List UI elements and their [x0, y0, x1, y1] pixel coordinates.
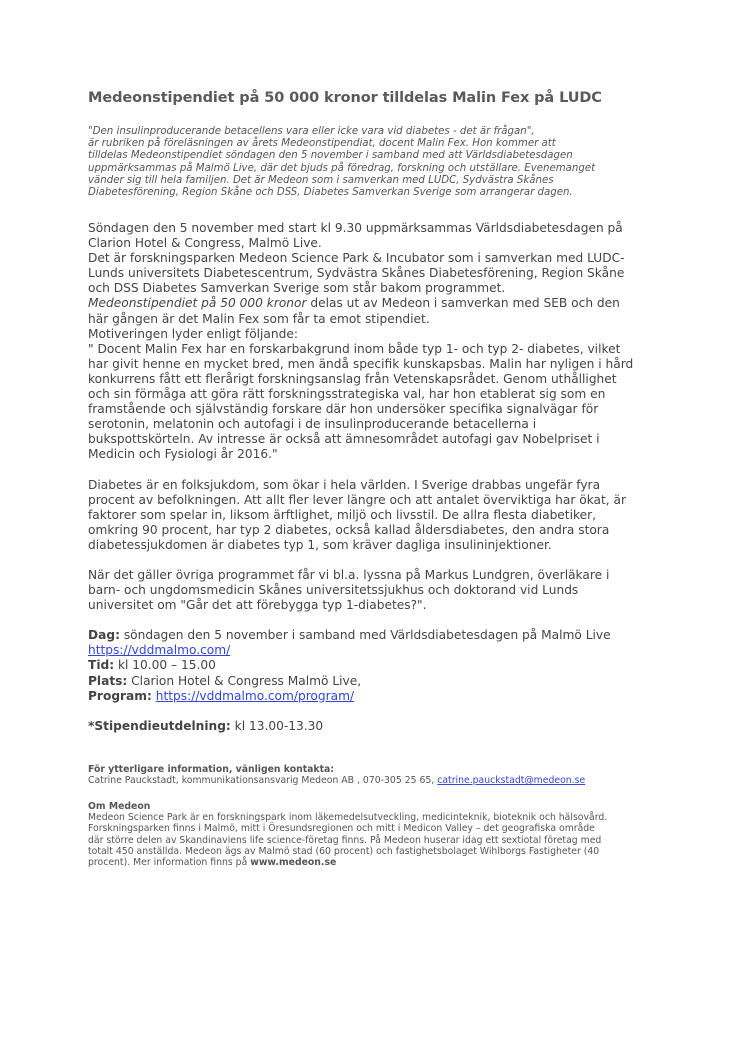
body-line: procent av befolkningen. Att allt fler lever längre och att antalet överviktiga har ökat, är — [88, 492, 627, 507]
body-line: universitet om "Går det att förebygga typ 1-diabetes?". — [88, 598, 427, 613]
quote-line: och sin förmåga att göra rätt forskningsstrategiska val, har hon etablerat sig som en — [88, 387, 606, 402]
body-line: Diabetes är en folksjukdom, som ökar i hela världen. I Sverige drabbas ungefär fyra — [88, 477, 601, 492]
about-line: där större delen av Skandinaviens life science-företag finns. På Medeon huserar idag ett sextiotal företag med — [88, 834, 602, 846]
body-line: diabetessjukdomen är diabetes typ 1, som kräver dagliga insulininjektioner. — [88, 537, 552, 552]
about-line: Forskningsparken finns i Malmö, mitt i Öresundsregionen och mitt i Medicon Valley – det geografiska område — [88, 823, 595, 835]
program-link[interactable]: https://vddmalmo.com/program/ — [155, 688, 355, 703]
time-value: kl 10.00 – 15.00 — [114, 658, 216, 673]
quote-line: serotonin, melatonin och autofagi i de insulinproducerande betacellerna i — [88, 417, 537, 432]
about-last-text: procent). Mer information finns på — [88, 857, 251, 869]
program-paragraph — [88, 568, 654, 613]
contact-section — [88, 764, 654, 786]
day-value: söndagen den 5 november i samband med Världsdiabetesdagen på Malmö Live — [119, 628, 611, 643]
lead-paragraph — [88, 126, 654, 199]
website-link[interactable]: www.medeon.se — [250, 857, 337, 869]
event-place — [88, 674, 654, 689]
about-line: totalt 450 anställda. Medeon ägs av Malmö stad (60 procent) och fastighetsbolaget Wihlborgs Fastigheter (40 — [88, 845, 600, 857]
body-line: Clarion Hotel & Congress, Malmö Live. — [88, 236, 322, 251]
event-day — [88, 628, 654, 643]
stipend-ceremony-label: *Stipendieutdelning: — [88, 718, 231, 733]
place-label: Plats: — [88, 673, 128, 688]
document-title: Medeonstipendiet på 50 000 kronor tilldelas Malin Fex på LUDC — [88, 90, 602, 106]
time-label: Tid: — [88, 658, 115, 673]
day-label: Dag: — [88, 628, 120, 643]
lead-line: "Den insulinproducerande betacellens vara eller icke vara vid diabetes - det är frågan", — [88, 126, 535, 137]
place-value: Clarion Hotel & Congress Malmö Live, — [127, 673, 362, 688]
about-heading: Om Medeon — [88, 801, 151, 812]
lead-line: tilldelas Medeonstipendiet söndagen den 5 november i samband med att Världsdiabetesdagen — [88, 150, 573, 162]
quote-line: " Docent Malin Fex har en forskarbakgrund inom både typ 1- och typ 2- diabetes, vilket — [88, 341, 621, 356]
intro-paragraph — [88, 221, 654, 342]
quote-line: Medicin och Fysiologi år 2016." — [88, 447, 278, 462]
body-line: här gången är det Malin Fex som får ta emot stipendiet. — [88, 311, 430, 326]
body-line: Söndagen den 5 november med start kl 9.30 uppmärksammas Världsdiabetesdagen på — [88, 221, 623, 235]
body-line: omkring 90 procent, har typ 2 diabetes, också kallad åldersdiabetes, den andra stora — [88, 522, 610, 537]
contact-email-link[interactable]: catrine.pauckstadt@medeon.se — [437, 775, 586, 787]
body-line: Det är forskningsparken Medeon Science Park & Incubator som i samverkan med LUDC- — [88, 251, 625, 266]
body-line: När det gäller övriga programmet får vi bl.a. lyssna på Markus Lundgren, överläkare i — [88, 567, 610, 582]
body-line: faktorer som spelar in, liksom ärftlighet, miljö och livsstil. De allra flesta diabetiker, — [88, 507, 596, 522]
stipend-text: delas ut av Medeon i samverkan med SEB och den — [306, 296, 620, 311]
body-text — [88, 221, 654, 734]
event-program — [88, 689, 654, 704]
vddmalmo-link[interactable]: https://vddmalmo.com/ — [88, 643, 231, 658]
about-section — [88, 801, 654, 868]
lead-line: vänder sig till hela familjen. Det är Medeon som i samverkan med LUDC, Sydvästra Skånes — [88, 174, 554, 186]
quote-line: framstående och självständig forskare där hon undersöker specifika signalvägar för — [88, 402, 599, 417]
quote-line: konkurrens fått ett flerårigt forskningsanslag från Vetenskapsrådet. Genom uthållighet — [88, 371, 617, 386]
about-line: Medeon Science Park är en forskningspark inom läkemedelsutveckling, medicinteknik, bioteknik och hälsovård. — [88, 812, 608, 824]
lead-line: Diabetesförening, Region Skåne och DSS, Diabetes Samverkan Sverige som arrangerar dagen. — [88, 187, 573, 199]
lead-line: uppmärksammas på Malmö Live, där det bjuds på föredrag, forskning och utställare. Evenemanget — [88, 162, 596, 174]
body-line — [88, 296, 654, 311]
body-line: barn- och ungdomsmedicin Skånes universitetssjukhus och doktorand vid Lunds — [88, 583, 579, 598]
diabetes-paragraph — [88, 478, 654, 553]
stipend-name: Medeonstipendiet på 50 000 kronor — [88, 296, 307, 311]
stipend-ceremony-time: kl 13.00-13.30 — [230, 718, 324, 733]
contact-heading: För ytterligare information, vänligen kontakta: — [88, 764, 335, 775]
event-time — [88, 658, 654, 673]
citation-quote — [88, 342, 654, 463]
lead-line: är rubriken på föreläsningen av årets Medeonstipendiat, docent Malin Fex. Hon kommer att — [88, 138, 556, 150]
quote-line: bukspottskörteln. Av intresse är också att ämnesområdet autofagi gav Nobelpriset i — [88, 432, 600, 447]
contact-line — [88, 775, 654, 786]
event-details — [88, 628, 654, 703]
stipend-ceremony — [88, 719, 654, 734]
body-line: och DSS Diabetes Samverkan Sverige som står bakom programmet. — [88, 281, 506, 296]
body-line: Lunds universitets Diabetescentrum, Sydvästra Skånes Diabetesförening, Region Skåne — [88, 266, 625, 281]
about-line — [88, 857, 654, 868]
quote-line: har givit henne en mycket bred, men ändå specifik kunskapsbas. Malin har nyligen i hård — [88, 356, 634, 371]
contact-text: Catrine Pauckstadt, kommunikationsansvarig Medeon AB , 070-305 25 65, — [88, 775, 438, 787]
body-line: Motiveringen lyder enligt följande: — [88, 326, 298, 341]
program-label: Program: — [88, 688, 152, 703]
